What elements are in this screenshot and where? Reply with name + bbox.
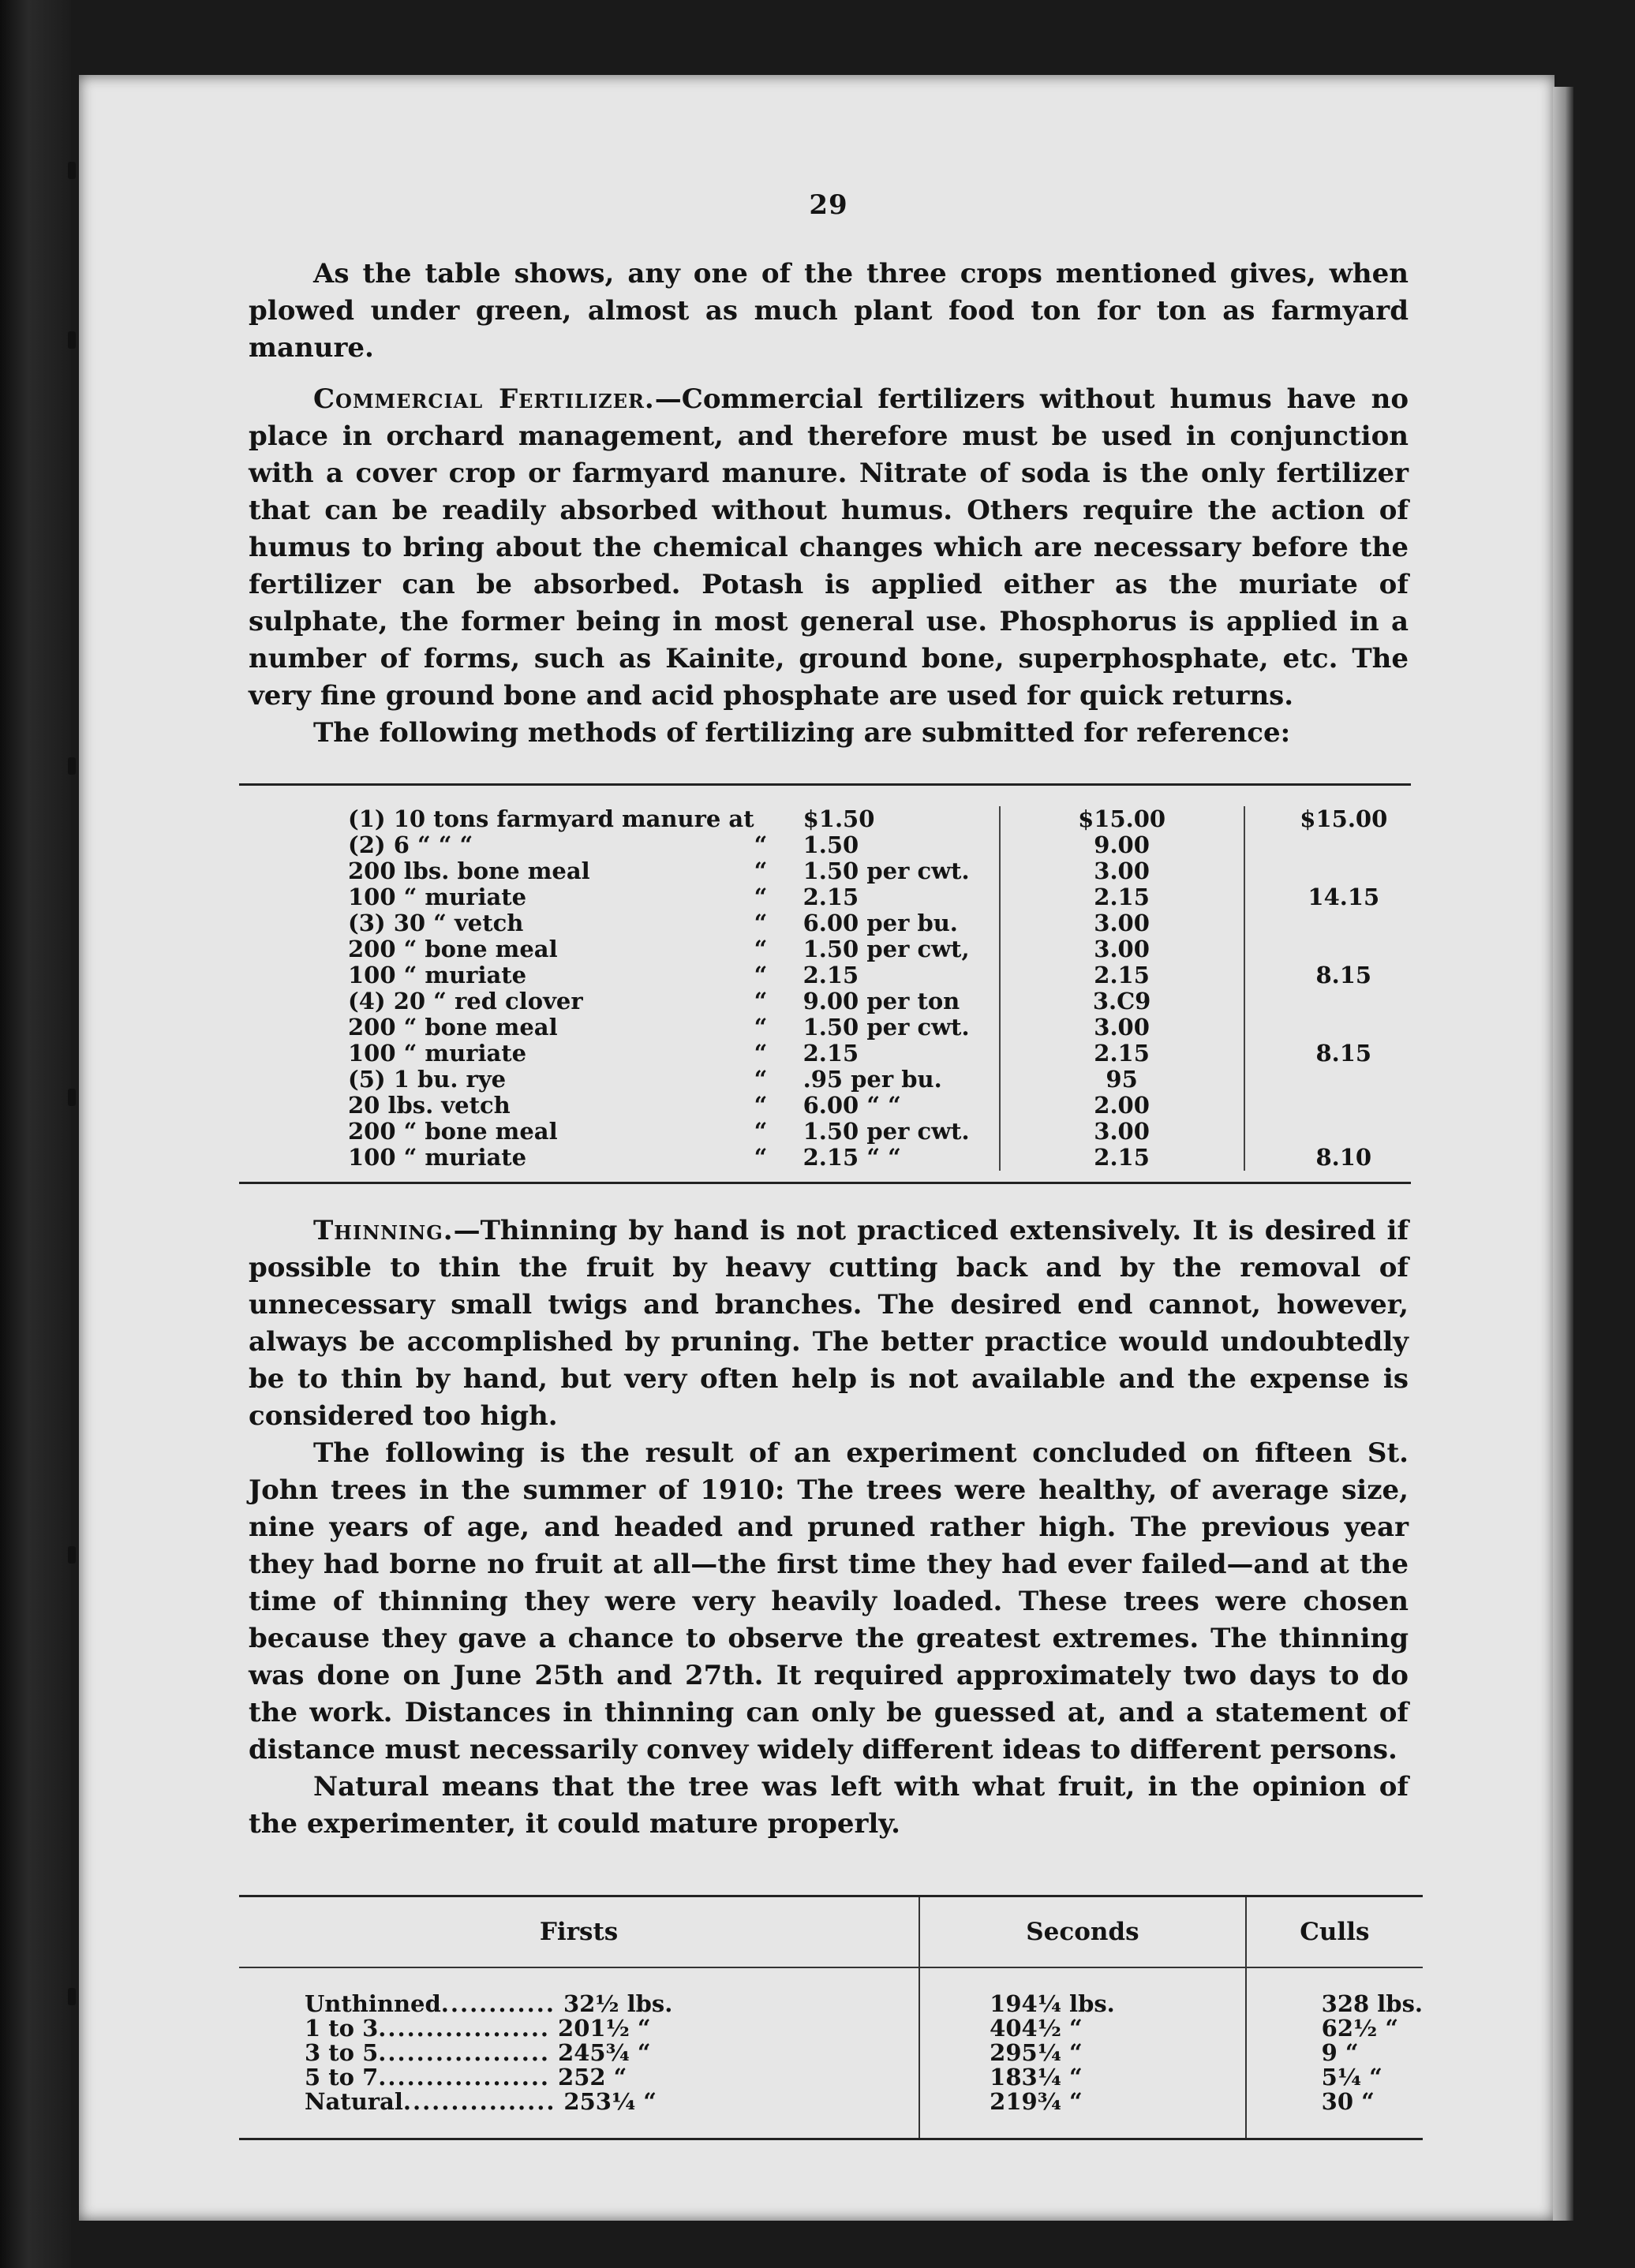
unit-price: 1.50 per cwt. [803, 1118, 970, 1145]
item-cost: $15.00 [1000, 806, 1244, 832]
firsts-cell [239, 2090, 919, 2138]
row-label: 1 to 3 [305, 2015, 379, 2042]
ditto-at: “ [754, 858, 768, 884]
thinning-row [239, 2041, 1423, 2065]
commercial-fertilizer-text: —Commercial fertilizers without humus have no place in orchard management, and therefore must be used in conjunction with a cover crop or farmyard manure. Nitrate of soda is the only fertilizer that can be readily absorbed without humus. Others require the action of humus to bring about the chemical changes which are necessary before the fertilizer can be absorbed. Potash is applied either as the muriate of sulphate, the former being in most general use. Phosphorus is applied in a number of forms, such as Kainite, ground bone, superphosphate, etc. The very fine ground bone and acid phosphate are used for quick returns. [249, 383, 1409, 712]
culls-value: 62½ “ [1246, 2016, 1423, 2041]
unit-price: 6.00 per bu. [803, 910, 958, 936]
fertilizer-row [239, 806, 1411, 832]
fertilizer-row [239, 910, 1411, 936]
culls-value: 5¼ “ [1246, 2065, 1423, 2090]
method-total: 14.15 [1308, 884, 1380, 910]
leader-dots: .................. [378, 2064, 551, 2091]
fertilizer-description: (3) 30 “ vetch [348, 910, 524, 936]
unit-price: 9.00 per ton [803, 988, 960, 1014]
unit-price: 2.15 [803, 884, 859, 910]
unit-price: $1.50 [803, 805, 875, 832]
firsts-cell [239, 2016, 919, 2041]
commercial-fertilizer-paragraph [249, 381, 1409, 715]
item-cost: 3.00 [1000, 936, 1244, 962]
fertilizer-row [239, 858, 1411, 884]
natural-paragraph: Natural means that the tree was left with what fruit, in the opinion of the experimenter, it could mature properly. [249, 1771, 1409, 1840]
fertilizer-row [239, 962, 1411, 988]
fertilizer-description: (5) 1 bu. rye [348, 1066, 507, 1093]
ditto-at: “ [754, 936, 768, 962]
thinning-row [239, 2065, 1423, 2090]
ditto-at: “ [754, 1014, 768, 1041]
fertilizer-description: (2) 6 “ “ “ [348, 831, 473, 858]
binding-thread-mark [68, 162, 76, 179]
thinning-row [239, 2090, 1423, 2138]
method-total: 8.10 [1315, 1144, 1372, 1171]
seconds-value: 183¼ “ [919, 2065, 1245, 2090]
item-cost: 2.15 [1000, 1145, 1244, 1171]
leader-dots: ............ [440, 1990, 556, 2017]
seconds-value: 295¼ “ [919, 2041, 1245, 2065]
binding-thread-mark [68, 331, 76, 349]
fertilizer-row [239, 1093, 1411, 1119]
binding-thread-mark [68, 757, 76, 775]
method-total [1244, 936, 1411, 962]
item-cost: 3.C9 [1000, 988, 1244, 1014]
unit-price: 2.15 [803, 1040, 859, 1067]
fertilizer-row [239, 1067, 1411, 1093]
header-firsts: Firsts [239, 1897, 919, 1967]
fertilizer-row [239, 832, 1411, 858]
item-cost: 2.15 [1000, 962, 1244, 988]
seconds-value: 194¼ lbs. [919, 1967, 1245, 2016]
thinning-table-body [239, 1967, 1423, 2138]
method-total: $15.00 [1300, 805, 1388, 832]
intro-paragraph: As the table shows, any one of the three crops mentioned gives, when plowed under green, almost as much plant food ton for ton as farmyard manure. [249, 258, 1409, 364]
culls-value: 30 “ [1246, 2090, 1423, 2138]
page-content [249, 189, 1423, 2140]
ditto-at: “ [754, 910, 768, 936]
page-edge [1553, 87, 1573, 2221]
fertilizer-description: (1) 10 tons farmyard manure at [348, 805, 754, 832]
item-cost: 2.00 [1000, 1093, 1244, 1119]
firsts-value: 245¾ “ [558, 2039, 651, 2066]
seconds-value: 219¾ “ [919, 2090, 1245, 2138]
firsts-cell [239, 1967, 919, 2016]
thinning-row [239, 1967, 1423, 2016]
item-cost: 2.15 [1000, 1041, 1244, 1067]
method-total [1244, 1014, 1411, 1041]
ditto-at: “ [754, 1118, 768, 1145]
row-label: 5 to 7 [305, 2064, 379, 2091]
scan-background-left [0, 0, 71, 2268]
ditto-at: “ [754, 1040, 768, 1067]
item-cost: 95 [1000, 1067, 1244, 1093]
seconds-value: 404½ “ [919, 2016, 1245, 2041]
page-number: 29 [809, 189, 848, 221]
item-cost: 3.00 [1000, 858, 1244, 884]
experiment-paragraph: The following is the result of an experiment concluded on fifteen St. John trees in the summer of 1910: The trees were healthy, of average size, nine years of age, and headed and pruned rather high. The previous year they had borne no fruit at all—the first time they had ever failed—and at the time of thinning they were very heavily loaded. These trees were chosen because they gave a chance to observe the greatest extremes. The thinning was done on June 25th and 27th. It required approximately two days to do the work. Distances in thinning can only be guessed at, and a statement of distance must necessarily convey widely different ideas to different persons. [249, 1437, 1409, 1765]
item-cost: 3.00 [1000, 1119, 1244, 1145]
thinning-paragraph [249, 1212, 1409, 1435]
firsts-cell [239, 2041, 919, 2065]
method-total [1244, 832, 1411, 858]
thinning-row [239, 2016, 1423, 2041]
ditto-at: “ [754, 1144, 768, 1171]
firsts-value: 32½ lbs. [563, 1990, 673, 2017]
fertilizer-row [239, 1119, 1411, 1145]
fertilizer-description: 200 “ bone meal [348, 1014, 558, 1041]
culls-value: 9 “ [1246, 2041, 1423, 2065]
fertilizer-description: 200 “ bone meal [348, 1118, 558, 1145]
item-cost: 3.00 [1000, 910, 1244, 936]
unit-price: 1.50 per cwt. [803, 1014, 970, 1041]
fertilizer-row [239, 1145, 1411, 1171]
fertilizer-row [239, 1014, 1411, 1041]
method-total [1244, 1093, 1411, 1119]
ditto-at: “ [754, 1092, 768, 1119]
method-total [1244, 988, 1411, 1014]
firsts-value: 253¼ “ [563, 2088, 657, 2115]
unit-price: 2.15 [803, 962, 859, 988]
row-label: 3 to 5 [305, 2039, 379, 2066]
method-total [1244, 1119, 1411, 1145]
fertilizer-description: 20 lbs. vetch [348, 1092, 511, 1119]
unit-price: .95 per bu. [803, 1066, 942, 1093]
firsts-value: 252 “ [558, 2064, 627, 2091]
leader-dots: ................ [402, 2088, 556, 2115]
binding-thread-mark [68, 1089, 76, 1106]
ditto-at [754, 806, 797, 832]
method-total: 8.15 [1315, 1040, 1372, 1067]
item-cost: 3.00 [1000, 1014, 1244, 1041]
unit-price: 1.50 per cwt. [803, 858, 970, 884]
culls-value: 328 lbs. [1246, 1967, 1423, 2016]
fertilizer-description: 100 “ muriate [348, 962, 527, 988]
ditto-at: “ [754, 884, 768, 910]
ditto-at: “ [754, 962, 768, 988]
thinning-text: —Thinning by hand is not practiced extensively. It is desired if possible to thin the fruit by heavy cutting back and by the removal of unnecessary small twigs and branches. The desired end cannot, however, always be accomplished by pruning. The better practice would undoubtedly be to thin by hand, but very often help is not available and the expense is considered too high. [249, 1215, 1409, 1432]
fertilizer-description: 100 “ muriate [348, 1144, 527, 1171]
fertilizer-description: (4) 20 “ red clover [348, 988, 583, 1014]
method-total: 8.15 [1315, 962, 1372, 988]
unit-price: 6.00 “ “ [803, 1092, 901, 1119]
row-label: Unthinned [305, 1990, 441, 2017]
binding-thread-mark [68, 1988, 76, 2005]
fertilizer-row [239, 936, 1411, 962]
ditto-at: “ [754, 831, 768, 858]
firsts-cell [239, 2065, 919, 2090]
thinning-results-table [239, 1895, 1423, 2140]
ditto-at: “ [754, 988, 768, 1014]
binding-thread-mark [68, 1546, 76, 1564]
item-cost: 2.15 [1000, 884, 1244, 910]
method-total [1244, 910, 1411, 936]
fertilizer-description: 100 “ muriate [348, 884, 527, 910]
commercial-fertilizer-heading: Commercial Fertilizer. [313, 383, 655, 415]
fertilizer-table-body [239, 806, 1411, 1171]
header-culls: Culls [1246, 1897, 1423, 1967]
fertilizer-description: 200 lbs. bone meal [348, 858, 590, 884]
methods-intro: The following methods of fertilizing are submitted for reference: [313, 717, 1291, 749]
fertilizer-row [239, 1041, 1411, 1067]
item-cost: 9.00 [1000, 832, 1244, 858]
unit-price: 1.50 [803, 831, 859, 858]
fertilizer-description: 100 “ muriate [348, 1040, 527, 1067]
unit-price: 1.50 per cwt, [803, 936, 970, 962]
thinning-heading: Thinning. [313, 1215, 454, 1246]
ditto-at: “ [754, 1066, 768, 1093]
unit-price: 2.15 “ “ [803, 1144, 901, 1171]
firsts-value: 201½ “ [558, 2015, 651, 2042]
fertilizer-row [239, 988, 1411, 1014]
fertilizer-row [239, 884, 1411, 910]
method-total [1244, 1067, 1411, 1093]
leader-dots: .................. [378, 2039, 551, 2066]
method-total [1244, 858, 1411, 884]
row-label: Natural [305, 2088, 403, 2115]
fertilizer-description: 200 “ bone meal [348, 936, 558, 962]
leader-dots: .................. [378, 2015, 551, 2042]
header-seconds: Seconds [919, 1897, 1245, 1967]
fertilizer-methods-table [239, 783, 1411, 1184]
